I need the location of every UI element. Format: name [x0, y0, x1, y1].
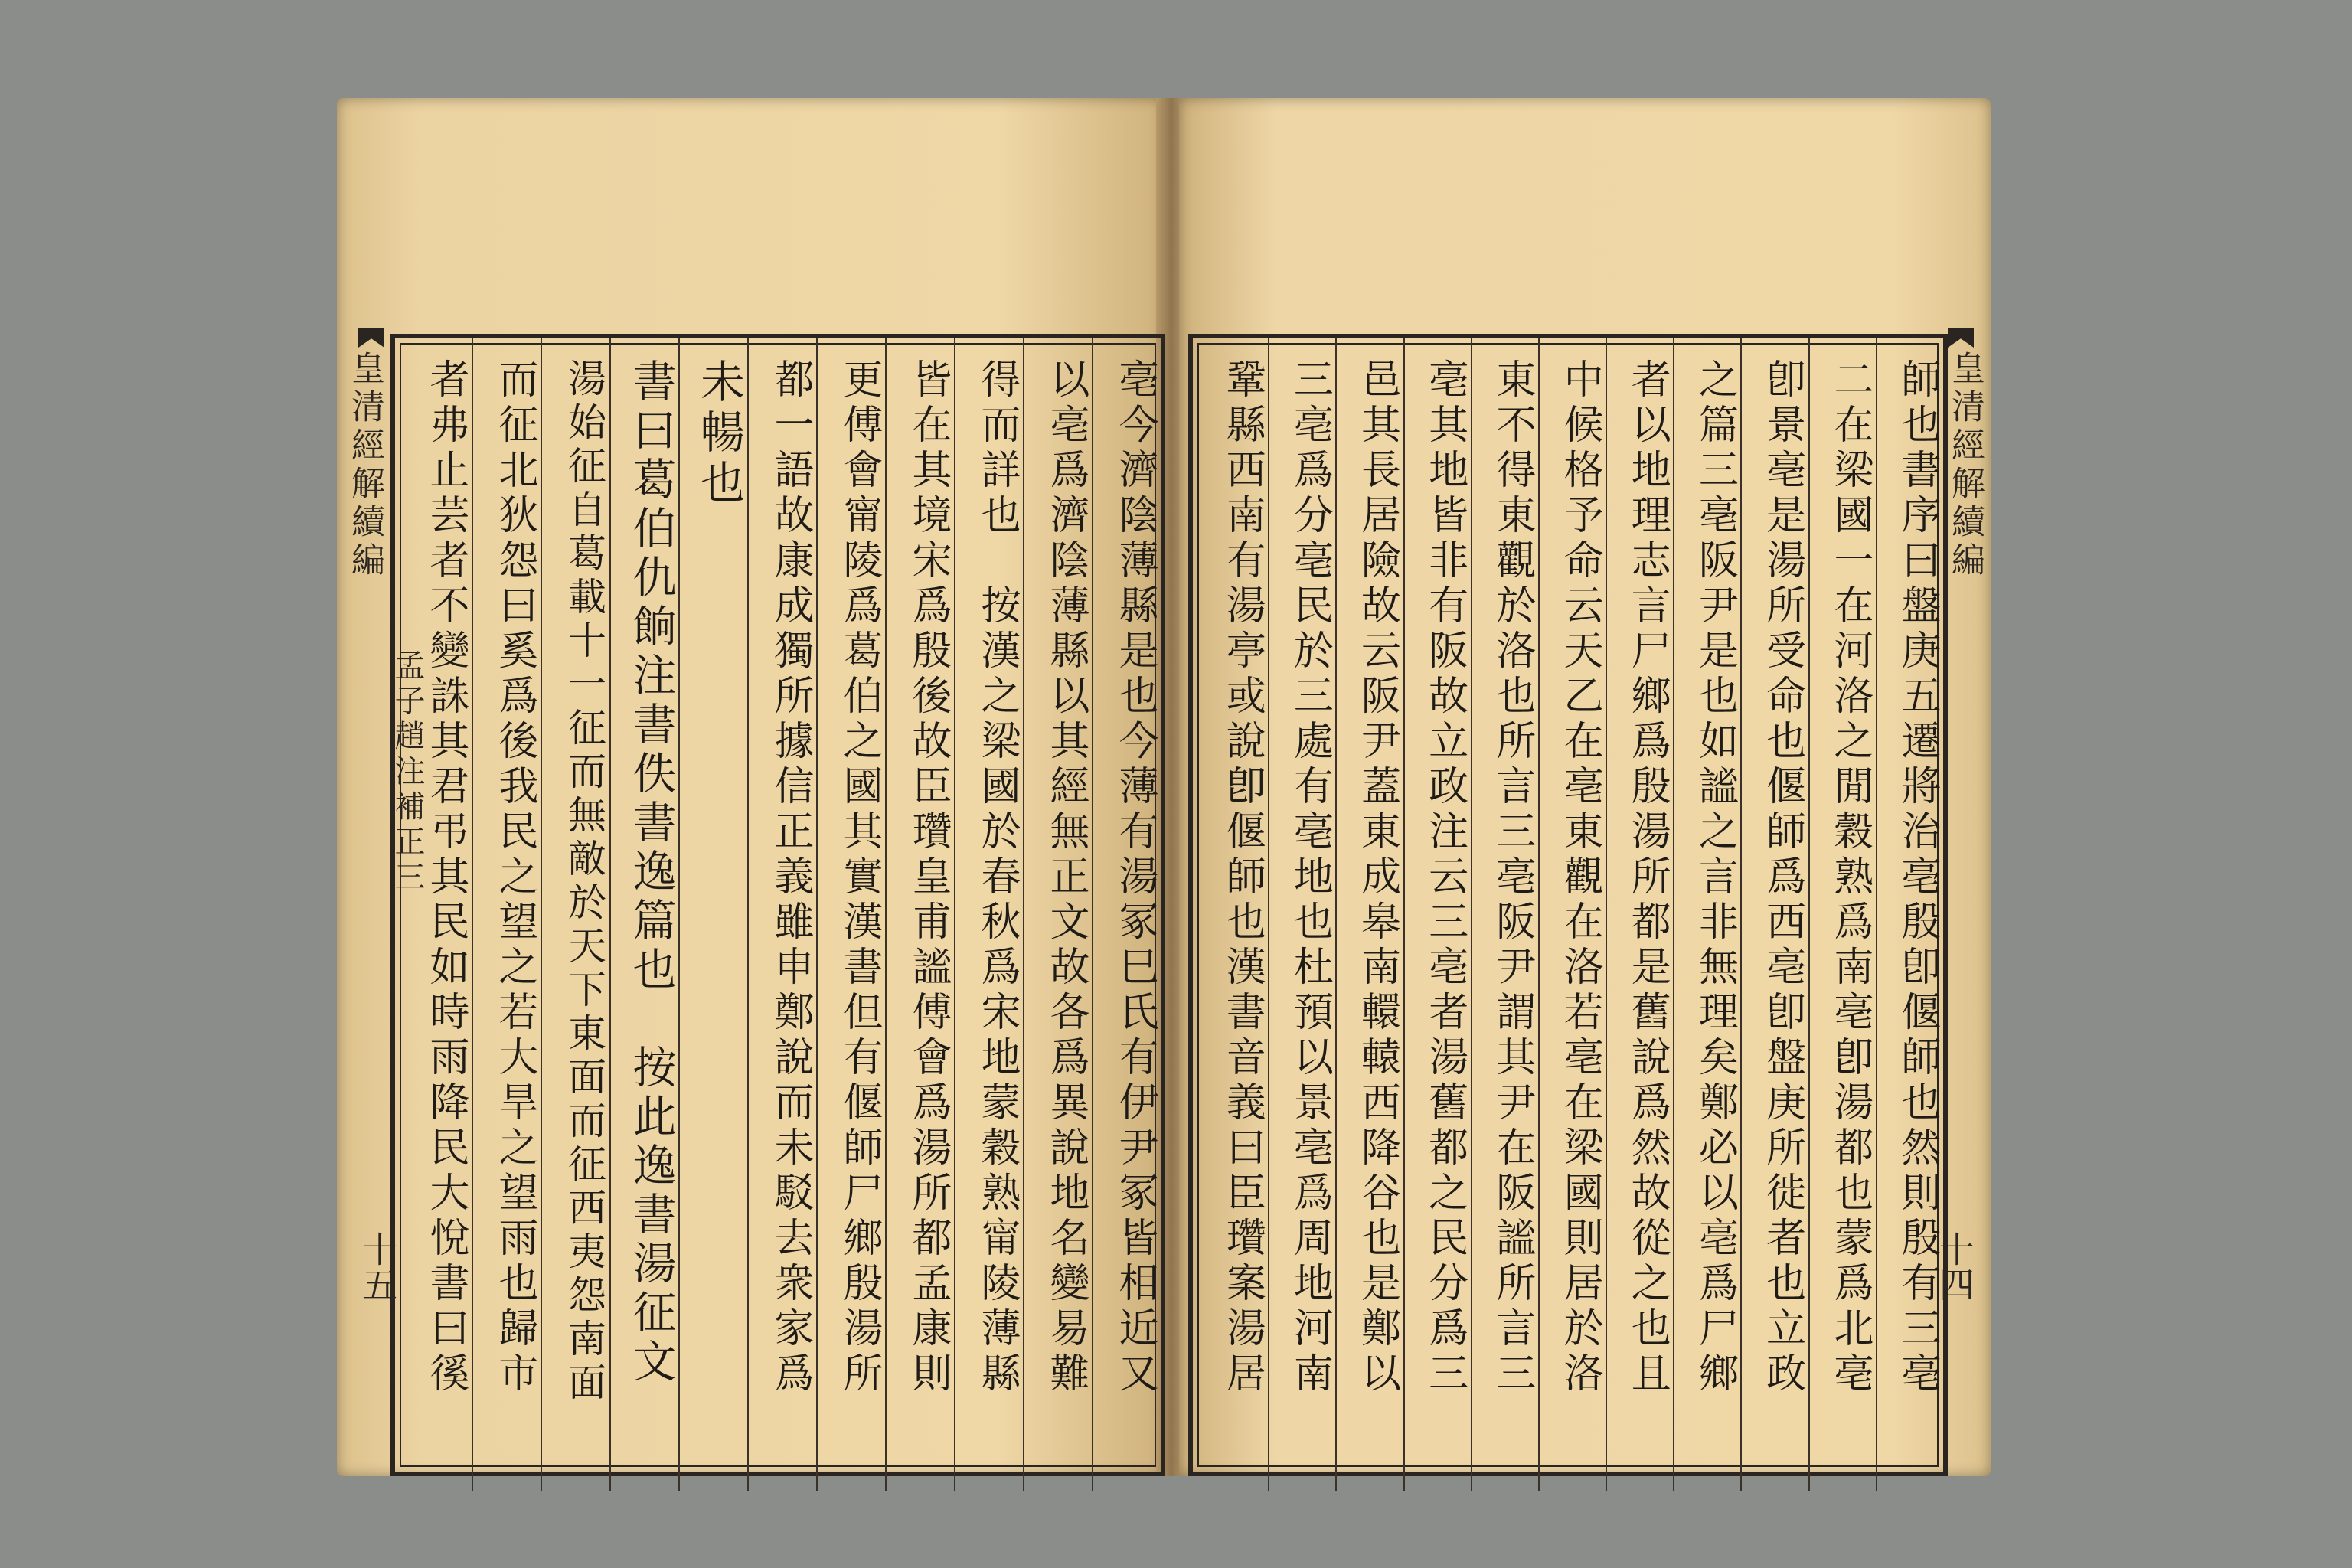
text-column: 未暢也 [678, 338, 741, 1491]
text-column: 鞏縣西南有湯亭或說卽偃師也漢書音義曰臣瓚案湯居 [1219, 358, 1266, 1397]
folio-left: 十五 [357, 1231, 398, 1302]
text-column: 中候格予命云天乙在亳東觀在洛若亳在梁國則居於洛 [1538, 338, 1599, 1491]
margin-title-left: 皇清經解續編 [345, 351, 384, 580]
folio-right: 十四 [1934, 1231, 1975, 1302]
margin-subtitle-left: 孟子趙注補正三 [390, 649, 425, 896]
fishtail-mark [358, 328, 384, 348]
margin-title-right: 皇清經解續編 [1945, 351, 1984, 580]
text-column: 東不得東觀於洛也所言三亳阪尹謂其尹在阪謐所言三 [1471, 338, 1532, 1491]
text-column: 湯始征自葛載十一征而無敵於天下東面而征西夷怨南面 [541, 338, 603, 1491]
text-column: 師也書序曰盤庚五遷將治亳殷卽偃師也然則殷有三亳 [1876, 338, 1937, 1491]
fishtail-mark [1948, 328, 1974, 348]
text-column: 亳其地皆非有阪故立政注云三亳者湯舊都之民分爲三 [1403, 338, 1465, 1491]
text-column: 而征北狄怨曰奚爲後我民之望之若大旱之望雨也歸市 [472, 338, 534, 1491]
right-text-frame [1188, 334, 1948, 1476]
text-column: 都一語故康成獨所據信正義雖申鄭說而未駁去衆家爲 [747, 338, 810, 1491]
left-text-frame [390, 334, 1165, 1476]
text-column: 亳今濟陰薄縣是也今薄有湯冢巳氏有伊尹冢皆相近又 [1092, 338, 1155, 1491]
text-column: 皆在其境宋爲殷後故臣瓚皇甫謐傅會爲湯所都孟康則 [885, 338, 948, 1491]
text-column: 卽景亳是湯所受命也偃師爲西亳卽盤庚所徙者也立政 [1740, 338, 1802, 1491]
text-column: 更傅會甯陵爲葛伯之國其實漢書但有偃師尸鄉殷湯所 [816, 338, 879, 1491]
open-book [337, 98, 1991, 1476]
text-column: 二在梁國一在河洛之閒穀熟爲南亳卽湯都也蒙爲北亳 [1808, 338, 1870, 1491]
text-column: 之篇三亳阪尹是也如謐之言非無理矣鄭必以亳爲尸鄉 [1673, 338, 1734, 1491]
text-column: 者以地理志言尸鄉爲殷湯所都是舊說爲然故從之也且 [1606, 338, 1667, 1491]
text-column: 得而詳也 按漢之梁國於春秋爲宋地蒙穀熟甯陵薄縣 [954, 338, 1017, 1491]
text-column: 者弗止芸者不變誅其君弔其民如時雨降民大悅書曰徯 [423, 358, 469, 1397]
text-column: 三亳爲分亳民於三處有亳地也杜預以景亳爲周地河南 [1268, 338, 1329, 1491]
text-column: 以亳爲濟陰薄縣以其經無正文故各爲異說地名變易難 [1023, 338, 1086, 1491]
text-column: 邑其長居險故云阪尹蓋東成皋南轘轅西降谷也是鄭以 [1335, 338, 1396, 1491]
text-column: 書曰葛伯仇餉注書佚書逸篇也 按此逸書湯征文 [609, 338, 672, 1491]
